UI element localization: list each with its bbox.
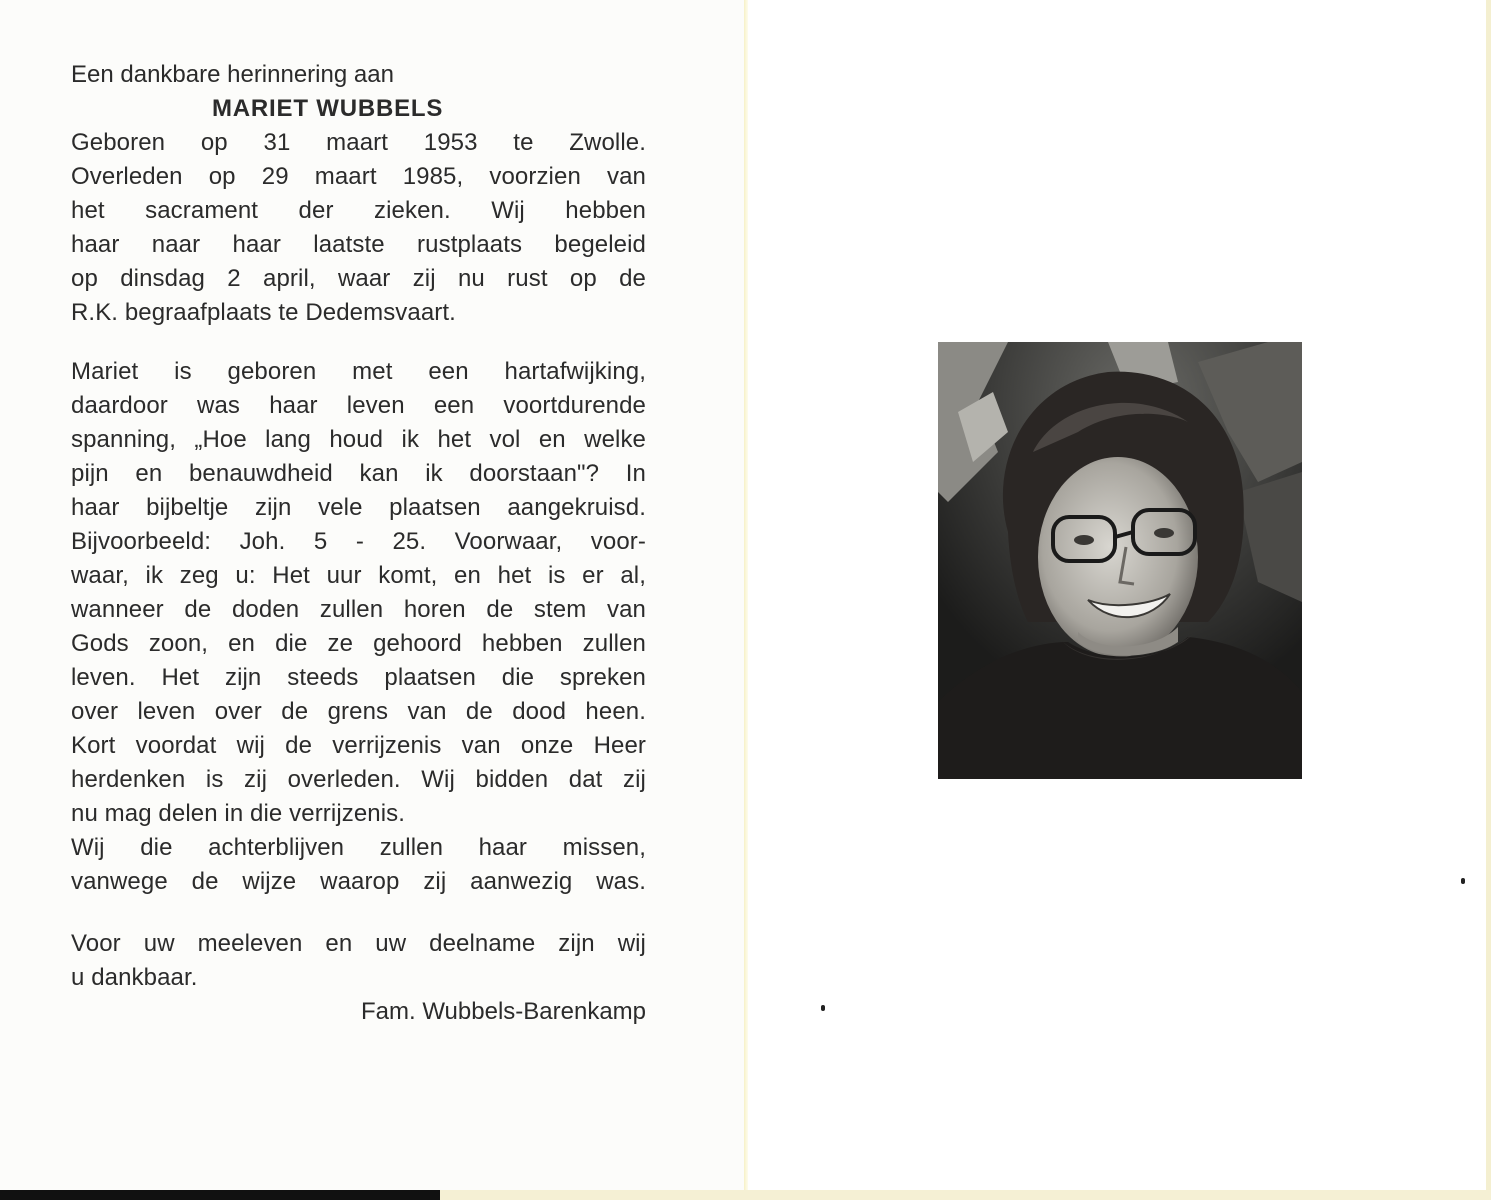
story-line: over leven over de grens van de dood heen.	[71, 698, 646, 725]
story-line: leven. Het zijn steeds plaatsen die spreken	[71, 664, 646, 691]
story-line: Mariet is geboren met een hartafwijking,	[71, 358, 646, 385]
bio-line: op dinsdag 2 april, waar zij nu rust op de	[71, 265, 646, 292]
family-signature: Fam. Wubbels-Barenkamp	[361, 998, 646, 1025]
thanks-paragraph	[71, 927, 646, 995]
scan-speck	[1461, 878, 1465, 884]
story-paragraph	[71, 355, 646, 899]
story-line: pijn en benauwdheid kan ik doorstaan"? In	[71, 460, 646, 487]
bio-line: het sacrament der zieken. Wij hebben	[71, 197, 646, 224]
story-line: wanneer de doden zullen horen de stem van	[71, 596, 646, 623]
story-line: Gods zoon, en die ze gehoord hebben zullen	[71, 630, 646, 657]
scan-edge-bottom-dark	[0, 1190, 440, 1200]
bio-line: Geboren op 31 maart 1953 te Zwolle.	[71, 129, 646, 156]
story-line: Bijvoorbeeld: Joh. 5 - 25. Voorwaar, voor-	[71, 528, 646, 555]
story-line: nu mag delen in die verrijzenis.	[71, 800, 406, 827]
story-line: daardoor was haar leven een voortdurende	[71, 392, 646, 419]
thanks-line: Voor uw meeleven en uw deelname zijn wij	[71, 930, 646, 957]
story-line: haar bijbeltje zijn vele plaatsen aangekruisd.	[71, 494, 646, 521]
scan-speck	[821, 1005, 825, 1011]
story-line: spanning, „Hoe lang houd ik het vol en welke	[71, 426, 646, 453]
story-line: waar, ik zeg u: Het uur komt, en het is er al,	[71, 562, 646, 589]
bio-paragraph	[71, 126, 646, 330]
intro-line: Een dankbare herinnering aan	[71, 61, 394, 88]
story-line: Kort voordat wij de verrijzenis van onze Heer	[71, 732, 646, 759]
story-line: herdenken is zij overleden. Wij bidden dat zij	[71, 766, 646, 793]
bio-line: haar naar haar laatste rustplaats begeleid	[71, 231, 646, 258]
deceased-name: MARIET WUBBELS	[212, 95, 444, 122]
scan-edge-bottom	[440, 1190, 1491, 1200]
bio-line: R.K. begraafplaats te Dedemsvaart.	[71, 299, 456, 326]
story-line: vanwege de wijze waarop zij aanwezig was.	[71, 868, 646, 895]
portrait-photo	[938, 342, 1302, 779]
portrait-image	[938, 342, 1302, 779]
bio-line: Overleden op 29 maart 1985, voorzien van	[71, 163, 646, 190]
thanks-line: u dankbaar.	[71, 964, 198, 991]
scan-edge-right	[1486, 0, 1491, 1200]
story-line: Wij die achterblijven zullen haar missen,	[71, 834, 646, 861]
